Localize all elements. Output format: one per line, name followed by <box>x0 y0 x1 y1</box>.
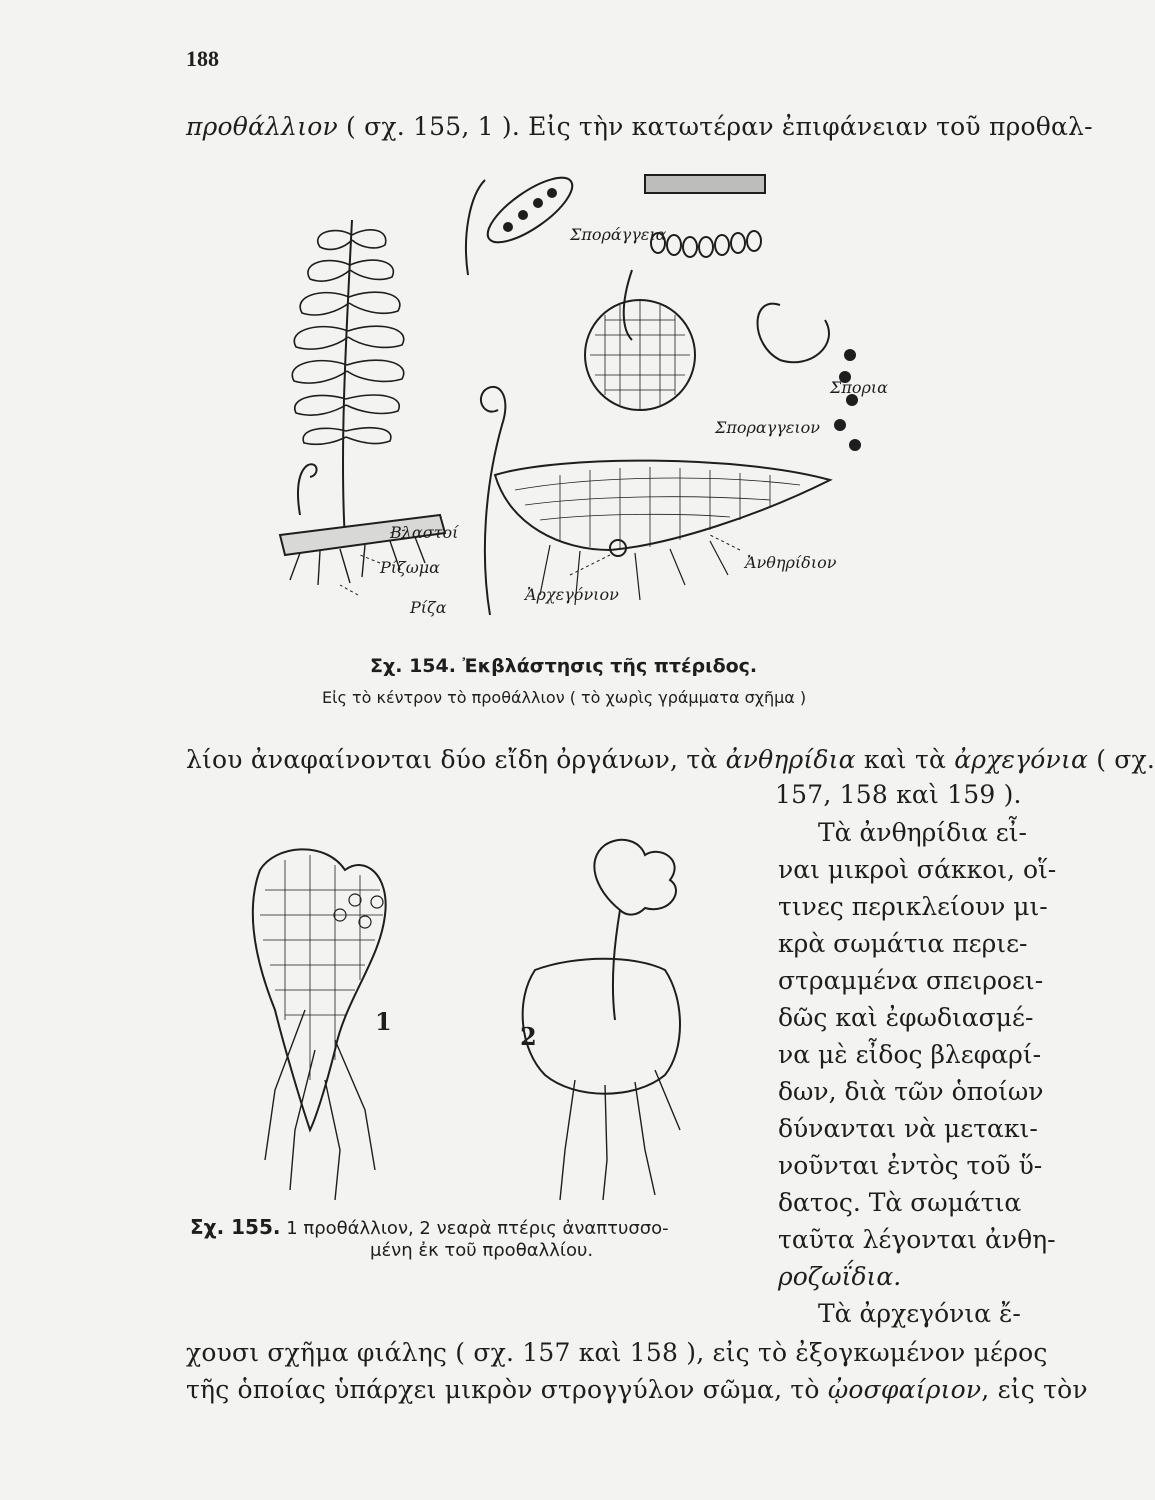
label-archegonion: Ἀρχεγόνιον <box>525 585 619 604</box>
column-line: νοῦνται ἐντὸς τοῦ ὕ- <box>778 1151 1043 1180</box>
label-rizoma: Ρίζωμα <box>380 558 440 577</box>
term-prothallion: προθάλλιον <box>186 112 338 141</box>
dehiscing-sporangium <box>758 304 829 363</box>
column-line: δων, διὰ τῶν ὁποίων <box>778 1077 1044 1106</box>
young-fern-leaf <box>594 840 676 915</box>
figure-154-caption-title: Σχ. 154. Ἐκβλάστησις τῆς πτέριδος. <box>370 655 758 677</box>
label-sporia: Σπορια <box>830 378 888 397</box>
column-line: Τὰ ἀνθηρίδια εἶ- <box>818 818 1027 847</box>
column-line: δύνανται νὰ μετακι- <box>778 1114 1038 1143</box>
column-line: στραμμένα σπειροει- <box>778 966 1044 995</box>
label-sporangeia: Σποράγγεια <box>570 225 667 244</box>
label-antheridion: Ἀνθηρίδιον <box>745 553 837 572</box>
column-line: Τὰ ἀρχεγόνια ἔ- <box>818 1299 1021 1328</box>
fig155-number-1: 1 <box>375 1007 392 1036</box>
intro-line <box>186 112 1093 141</box>
antheridia-cluster <box>334 894 383 928</box>
frond-rachis <box>343 220 352 540</box>
column-line: τινες περικλείουν μι- <box>778 892 1048 921</box>
final-line-2-post: , εἰς τὸν <box>981 1375 1088 1404</box>
para2-line1 <box>186 745 1155 774</box>
figure-155-prothallium-young-fern <box>215 830 765 1210</box>
young-fern-stalk <box>613 910 620 1020</box>
sporangium-neck <box>624 270 632 340</box>
label-sporangeion: Σποραγγειον <box>715 418 821 437</box>
intro-line-text: ( σχ. 155, 1 ). Εἰς τὴν κατωτέραν ἐπιφάνειαν τοῦ προθαλ- <box>337 112 1093 141</box>
prothallium-1-cells <box>260 855 383 1080</box>
crosier-stem <box>481 387 505 615</box>
column-line: δατος. Τὰ σωμάτια <box>778 1188 1022 1217</box>
figure-155-label: Σχ. 155. <box>190 1215 281 1239</box>
young-fern-roots <box>560 1070 680 1200</box>
label-riza: Ρίζα <box>410 598 447 617</box>
sporangia-dots <box>504 189 556 231</box>
column-line: ροζωΐδια. <box>778 1262 902 1291</box>
indusium-section <box>645 175 765 193</box>
column-line: ναι μικροὶ σάκκοι, οἵ- <box>778 855 1057 884</box>
spores <box>835 350 860 450</box>
figure-154-caption-sub: Εἰς τὸ κέντρον τὸ προθάλλιον ( τὸ χωρὶς γράμματα σχῆμα ) <box>322 688 807 707</box>
prothallium <box>495 461 830 550</box>
fig155-number-2: 2 <box>520 1022 537 1051</box>
figure-155-caption <box>190 1215 669 1239</box>
frond-pinnae <box>292 230 403 445</box>
label-blastoi: Βλαστοί <box>390 523 459 542</box>
column-line: ταῦτα λέγονται ἀνθη- <box>778 1225 1056 1254</box>
column-line: κρὰ σωμάτια περιε- <box>778 929 1028 958</box>
figure-155-caption-line2: μένη ἐκ τοῦ προθαλλίου. <box>370 1240 594 1261</box>
figure-155-caption-line1: 1 προθάλλιον, 2 νεαρὰ πτέρις ἀναπτυσσο- <box>286 1218 669 1239</box>
term-antheridia: ἀνθηρίδια <box>725 745 856 774</box>
para2-text-e: ( σχ. <box>1088 745 1155 774</box>
column-line: δῶς καὶ ἐφωδιασμέ- <box>778 1003 1034 1032</box>
sorus-leaf-section <box>479 167 582 254</box>
para2-text-a: λίου ἀναφαίνονται δύο εἴδη ὀργάνων, τὰ <box>186 745 726 774</box>
column-line: να μὲ εἶδος βλεφαρί- <box>778 1040 1042 1069</box>
figure-154-fern-germination <box>240 155 888 655</box>
final-line-1: χουσι σχῆμα φιάλης ( σχ. 157 καὶ 158 ), εἰς τὸ ἐξογκωμένον μέρος <box>186 1338 1048 1367</box>
sporangium-stalk <box>466 180 485 275</box>
page-number: 188 <box>186 46 219 71</box>
para2-text-c: καὶ τὰ <box>855 745 955 774</box>
term-oosphairion: ᾠοσφαίριον <box>827 1375 982 1404</box>
prothallium-cells <box>515 467 800 549</box>
young-crosier <box>298 464 317 515</box>
sporangia-row <box>651 231 761 257</box>
capsule-cells <box>590 300 690 410</box>
final-line-2 <box>186 1375 1088 1404</box>
para2-line2: 157, 158 καὶ 159 ). <box>775 780 1022 809</box>
term-archegonia: ἀρχεγόνια <box>954 745 1089 774</box>
final-line-2-pre: τῆς ὁποίας ὑπάρχει μικρὸν στρογγύλον σῶμα, τὸ <box>186 1375 828 1404</box>
